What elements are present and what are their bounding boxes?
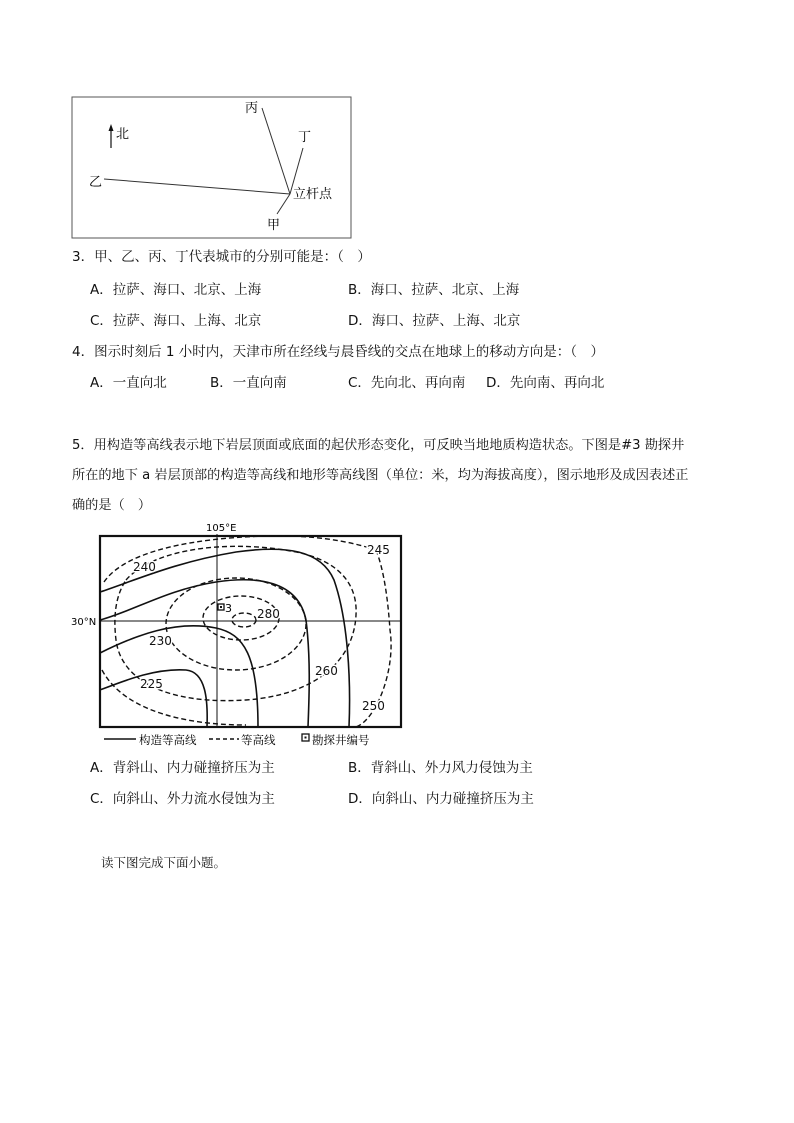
- q4-option-b[interactable]: B．一直向南: [210, 375, 287, 391]
- well-label: 3: [225, 602, 232, 615]
- contour-label-245: 245: [367, 543, 390, 557]
- question-5-stem-line3: 确的是（ ）: [72, 498, 152, 513]
- contour-map: [66, 520, 411, 750]
- line-jia: [277, 194, 290, 214]
- q5-option-d[interactable]: D．向斜山、内力碰撞挤压为主: [348, 791, 534, 807]
- q3-option-c[interactable]: C．拉萨、海口、上海、北京: [90, 313, 262, 329]
- q4-option-d[interactable]: D．先向南、再向北: [486, 375, 605, 391]
- q5-option-c[interactable]: C．向斜山、外力流水侵蚀为主: [90, 791, 275, 807]
- q4-option-a[interactable]: A．一直向北: [90, 375, 167, 391]
- label-pole: 立杆点: [293, 187, 333, 202]
- contour-label-225: 225: [140, 677, 163, 691]
- contour-label-230: 230: [149, 634, 172, 648]
- line-bing: [262, 108, 290, 194]
- line-yi: [104, 179, 290, 194]
- question-4-stem: 4．图示时刻后 1 小时内，天津市所在经线与晨昏线的交点在地球上的移动方向是：（ ）: [72, 344, 605, 360]
- q4-option-c[interactable]: C．先向北、再向南: [348, 375, 466, 391]
- contour-label-260: 260: [315, 664, 338, 678]
- question-3-stem: 3．甲、乙、丙、丁代表城市的分别可能是：（ ）: [72, 249, 371, 265]
- contour-label-240: 240: [133, 560, 156, 574]
- contour-label-250: 250: [362, 699, 385, 713]
- map-legend: [104, 733, 370, 747]
- legend-terrain-label: 等高线: [241, 733, 276, 747]
- latitude-label: 30°N: [71, 617, 97, 628]
- q3-option-b[interactable]: B．海口、拉萨、北京、上海: [348, 282, 520, 298]
- label-yi: 乙: [89, 175, 103, 190]
- question-5-stem-line1: 5．用构造等高线表示地下岩层顶面或底面的起伏形态变化，可反映当地地质构造状态。下图是#3 勘探井: [72, 438, 685, 453]
- longitude-label: 105°E: [206, 523, 237, 534]
- question-5-stem-line2: 所在的地下 a 岩层顶部的构造等高线和地形等高线图（单位：米，均为海拔高度），图示地形及成因表述正: [72, 468, 689, 483]
- label-bing: 丙: [245, 101, 259, 116]
- north-label: 北: [116, 127, 130, 142]
- q5-option-a[interactable]: A．背斜山、内力碰撞挤压为主: [90, 760, 275, 776]
- label-ding: 丁: [298, 130, 312, 145]
- q5-option-b[interactable]: B．背斜山、外力风力侵蚀为主: [348, 760, 533, 776]
- q3-option-d[interactable]: D．海口、拉萨、上海、北京: [348, 313, 521, 329]
- q3-option-a[interactable]: A．拉萨、海口、北京、上海: [90, 282, 262, 298]
- contour-label-280: 280: [257, 607, 280, 621]
- label-jia: 甲: [267, 218, 281, 233]
- north-arrow-head: [109, 124, 114, 131]
- legend-well-label: 勘探井编号: [312, 733, 370, 747]
- instruction-text: 读下图完成下面小题。: [101, 855, 227, 870]
- shadow-diagram: [71, 96, 353, 240]
- legend-structure-label: 构造等高线: [139, 733, 197, 747]
